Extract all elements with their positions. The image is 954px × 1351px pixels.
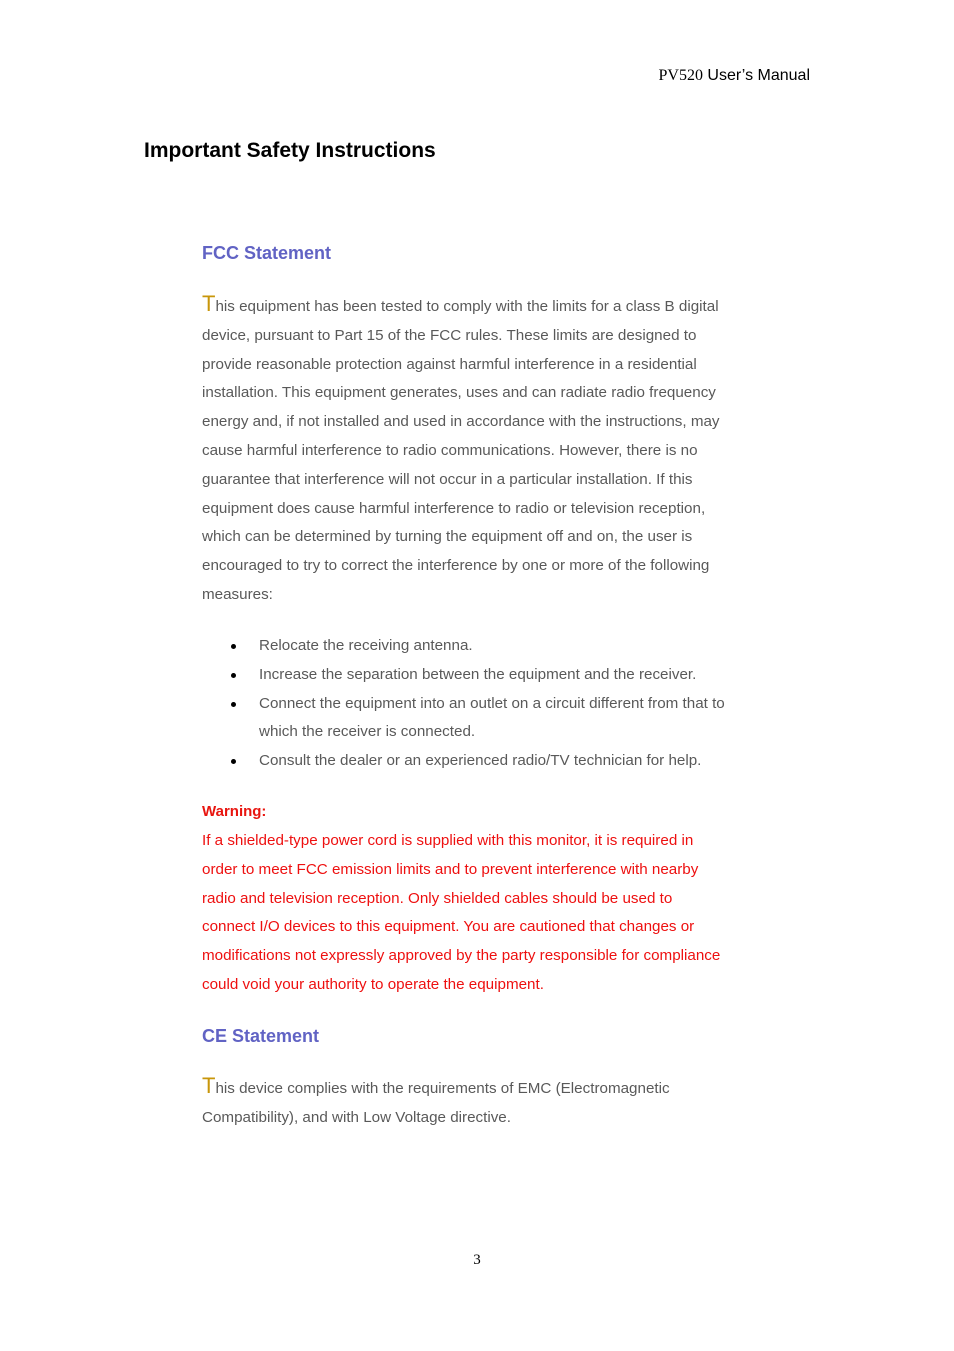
- fcc-line: which can be determined by turning the equipment off and on, the user is: [202, 528, 693, 546]
- page-title: Important Safety Instructions: [144, 139, 436, 162]
- running-header: [659, 67, 810, 85]
- bullet-icon: [231, 644, 236, 649]
- list-item: [202, 747, 762, 776]
- fcc-paragraph: [202, 293, 762, 610]
- fcc-line: guarantee that interference will not occur in a particular installation. If this: [202, 470, 693, 488]
- list-item: [202, 632, 762, 661]
- list-item: [202, 661, 762, 690]
- list-item-text: Relocate the receiving antenna.: [259, 637, 473, 654]
- list-item-text: Increase the separation between the equipment and the receiver.: [259, 665, 697, 683]
- warning-line: connect I/O devices to this equipment. You are cautioned that changes or: [202, 918, 695, 936]
- fcc-heading: FCC Statement: [202, 243, 332, 263]
- fcc-line: equipment does cause harmful interference to radio or television reception,: [202, 499, 706, 517]
- bullet-icon: [231, 702, 236, 707]
- fcc-line: installation. This equipment generates, uses and can radiate radio frequency: [202, 384, 716, 402]
- fcc-line: cause harmful interference to radio communications. However, there is no: [202, 441, 698, 459]
- ce-paragraph: [202, 1075, 762, 1133]
- fcc-line: his equipment has been tested to comply with the limits for a class B digital: [215, 298, 719, 315]
- header-model: PV520: [658, 67, 703, 84]
- list-item: [202, 690, 762, 748]
- fcc-line: measures:: [202, 585, 273, 603]
- bullet-icon: [231, 759, 236, 764]
- fcc-line: device, pursuant to Part 15 of the FCC rules. These limits are designed to: [202, 326, 697, 344]
- measures-list: [202, 632, 762, 776]
- ce-dropcap: T: [202, 1073, 216, 1098]
- warning-paragraph: [202, 827, 762, 1000]
- warning-label: Warning:: [202, 803, 267, 820]
- list-item-text: Connect the equipment into an outlet on a circuit different from that to: [259, 694, 725, 712]
- fcc-line: provide reasonable protection against harmful interference in a residential: [202, 355, 697, 373]
- warning-line: order to meet FCC emission limits and to prevent interference with nearby: [202, 860, 699, 878]
- warning-line: If a shielded-type power cord is supplied with this monitor, it is required in: [202, 832, 694, 849]
- list-item-text: which the receiver is connected.: [259, 723, 476, 741]
- fcc-line: encouraged to try to correct the interference by one or more of the following: [202, 557, 710, 575]
- list-item-text: Consult the dealer or an experienced radio/TV technician for help.: [259, 752, 702, 770]
- warning-line: could void your authority to operate the equipment.: [202, 975, 544, 993]
- ce-line: his device complies with the requirements of EMC (Electromagnetic: [215, 1080, 670, 1097]
- header-title: User’s Manual: [702, 67, 810, 84]
- bullet-icon: [231, 673, 236, 678]
- warning-line: modifications not expressly approved by the party responsible for compliance: [202, 947, 721, 965]
- fcc-dropcap: T: [202, 291, 216, 316]
- fcc-line: energy and, if not installed and used in accordance with the instructions, may: [202, 413, 720, 431]
- page-number: 3: [473, 1252, 481, 1268]
- ce-line: Compatibility), and with Low Voltage directive.: [202, 1108, 511, 1126]
- warning-line: radio and television reception. Only shielded cables should be used to: [202, 889, 673, 907]
- ce-heading: CE Statement: [202, 1026, 320, 1046]
